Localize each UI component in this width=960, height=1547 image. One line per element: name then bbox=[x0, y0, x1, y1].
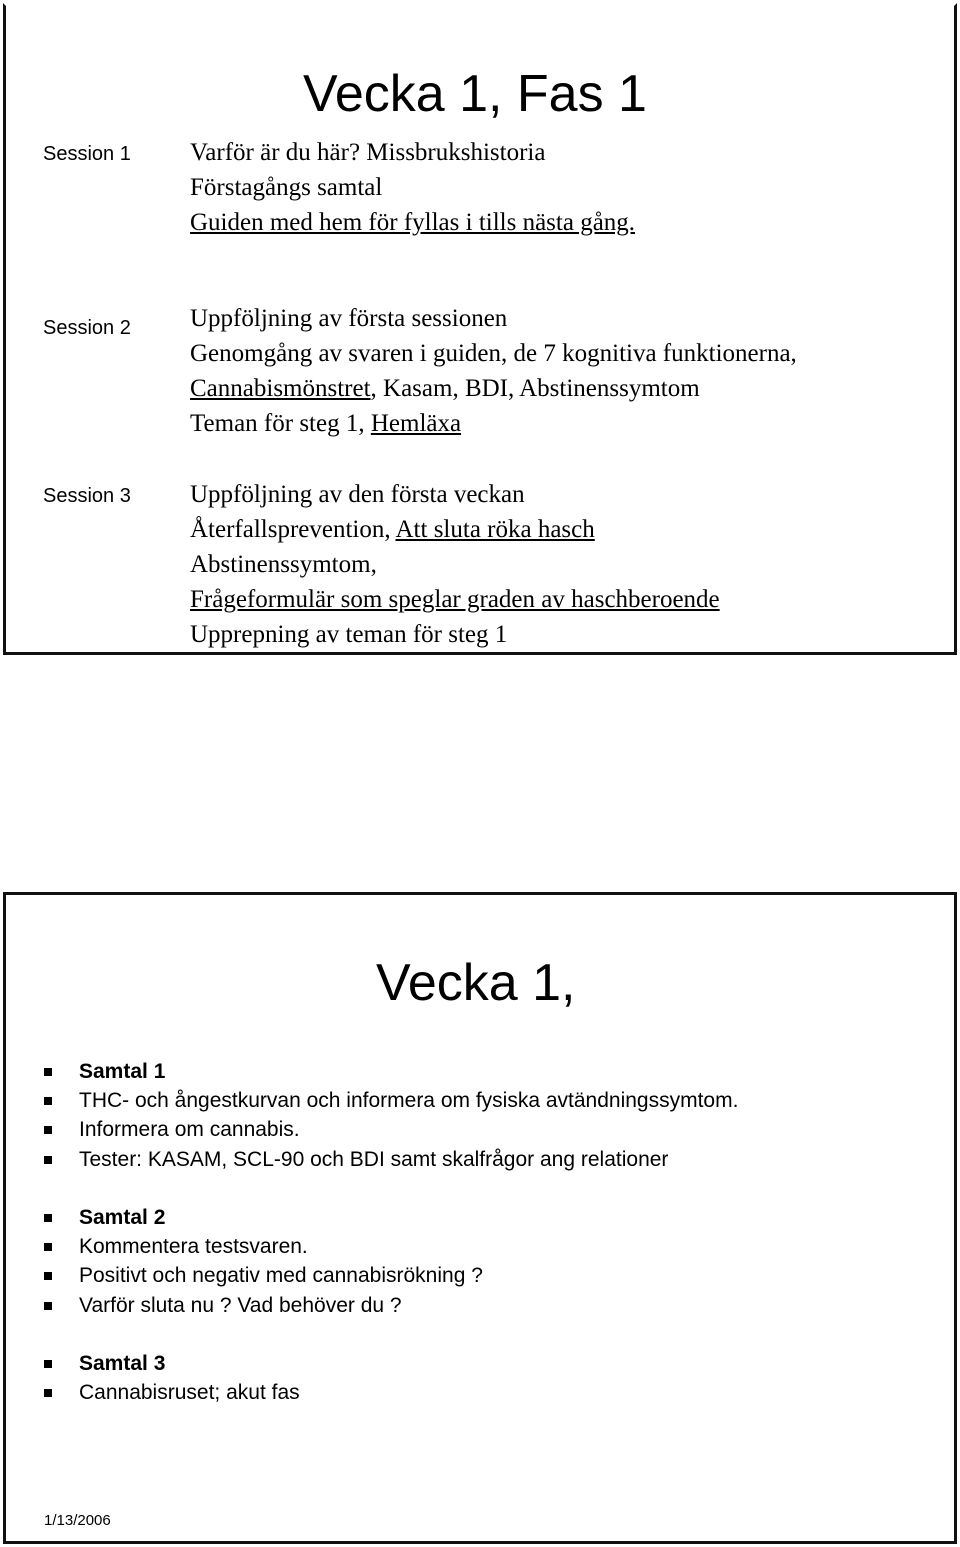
bullet-text: Kommentera testsvaren. bbox=[79, 1235, 308, 1259]
bullet-text: Samtal 2 bbox=[79, 1205, 166, 1229]
underlined-text: Frågeformulär som speglar graden av haschberoende bbox=[190, 586, 720, 613]
underlined-text: Cannabismönstret bbox=[190, 375, 371, 402]
underlined-text: Att sluta röka hasch bbox=[395, 516, 595, 543]
text-part: Uppföljning av den första veckan bbox=[190, 481, 525, 508]
bullet-text: Samtal 1 bbox=[79, 1059, 166, 1083]
square-bullet-icon bbox=[44, 1360, 52, 1368]
session-1-label: Session 1 bbox=[43, 143, 131, 165]
slide-1-title: Vecka 1, Fas 1 bbox=[303, 65, 647, 123]
session-text-line bbox=[190, 304, 797, 339]
text-part: Abstinenssymtom, bbox=[190, 551, 377, 578]
session-text-line bbox=[190, 208, 635, 243]
bullet-text: Tester: KASAM, SCL-90 och BDI samt skalfrågor ang relationer bbox=[79, 1147, 669, 1171]
bullet-item bbox=[44, 1116, 738, 1145]
underlined-text: Hemläxa bbox=[370, 410, 462, 437]
text-part: Genomgång av svaren i guiden, de 7 kognitiva funktionerna, bbox=[190, 340, 797, 367]
slide-date: 1/13/2006 bbox=[44, 1512, 111, 1529]
bullet-item bbox=[44, 1203, 738, 1232]
square-bullet-icon bbox=[44, 1097, 52, 1105]
bullet-item bbox=[44, 1349, 738, 1378]
slide-2 bbox=[3, 892, 957, 1544]
text-part: Uppföljning av första sessionen bbox=[190, 305, 508, 332]
session-2-label: Session 2 bbox=[43, 317, 131, 339]
session-text-line bbox=[190, 585, 720, 620]
bullet-text: Cannabisruset; akut fas bbox=[79, 1381, 300, 1405]
square-bullet-icon bbox=[44, 1214, 52, 1222]
bullet-item bbox=[44, 1379, 738, 1408]
text-part: Förstagångs samtal bbox=[190, 174, 383, 201]
text-part: Upprepning av teman för steg 1 bbox=[190, 621, 508, 648]
square-bullet-icon bbox=[44, 1389, 52, 1397]
bullet-list bbox=[44, 1057, 738, 1408]
bullet-text: Informera om cannabis. bbox=[79, 1118, 300, 1142]
bullet-item bbox=[44, 1145, 738, 1174]
session-text-line bbox=[190, 550, 720, 585]
slide-2-title: Vecka 1, bbox=[376, 954, 576, 1012]
bullet-item bbox=[44, 1086, 738, 1115]
text-part: Varför är du här? Missbrukshistoria bbox=[190, 139, 546, 166]
session-1-content bbox=[190, 138, 635, 243]
session-text-line bbox=[190, 480, 720, 515]
session-3-content bbox=[190, 480, 720, 655]
session-2-content bbox=[190, 304, 797, 444]
text-part: Teman för steg 1, bbox=[190, 410, 371, 437]
bullet-item bbox=[44, 1057, 738, 1086]
square-bullet-icon bbox=[44, 1068, 52, 1076]
bullet-item bbox=[44, 1262, 738, 1291]
session-text-line bbox=[190, 374, 797, 409]
session-3-label: Session 3 bbox=[43, 485, 131, 507]
square-bullet-icon bbox=[44, 1272, 52, 1280]
session-text-line bbox=[190, 339, 797, 374]
session-text-line bbox=[190, 515, 720, 550]
session-text-line bbox=[190, 138, 635, 173]
slide-1 bbox=[3, 3, 957, 655]
square-bullet-icon bbox=[44, 1243, 52, 1251]
bullet-text: Samtal 3 bbox=[79, 1352, 166, 1376]
underlined-text: Guiden med hem för fyllas i tills nästa gång. bbox=[190, 209, 636, 236]
bullet-text: THC- och ångestkurvan och informera om fysiska avtändningssymtom. bbox=[79, 1088, 739, 1112]
bullet-item bbox=[44, 1291, 738, 1320]
bullet-text: Varför sluta nu ? Vad behöver du ? bbox=[79, 1293, 402, 1317]
session-text-line bbox=[190, 173, 635, 208]
bullet-text: Positivt och negativ med cannabisrökning ? bbox=[79, 1264, 483, 1288]
text-part: Återfallsprevention, bbox=[190, 516, 396, 543]
text-part: , Kasam, BDI, Abstinenssymtom bbox=[370, 375, 700, 402]
square-bullet-icon bbox=[44, 1302, 52, 1310]
bullet-item bbox=[44, 1232, 738, 1261]
square-bullet-icon bbox=[44, 1156, 52, 1164]
session-text-line bbox=[190, 620, 720, 655]
square-bullet-icon bbox=[44, 1126, 52, 1134]
session-text-line bbox=[190, 409, 797, 444]
